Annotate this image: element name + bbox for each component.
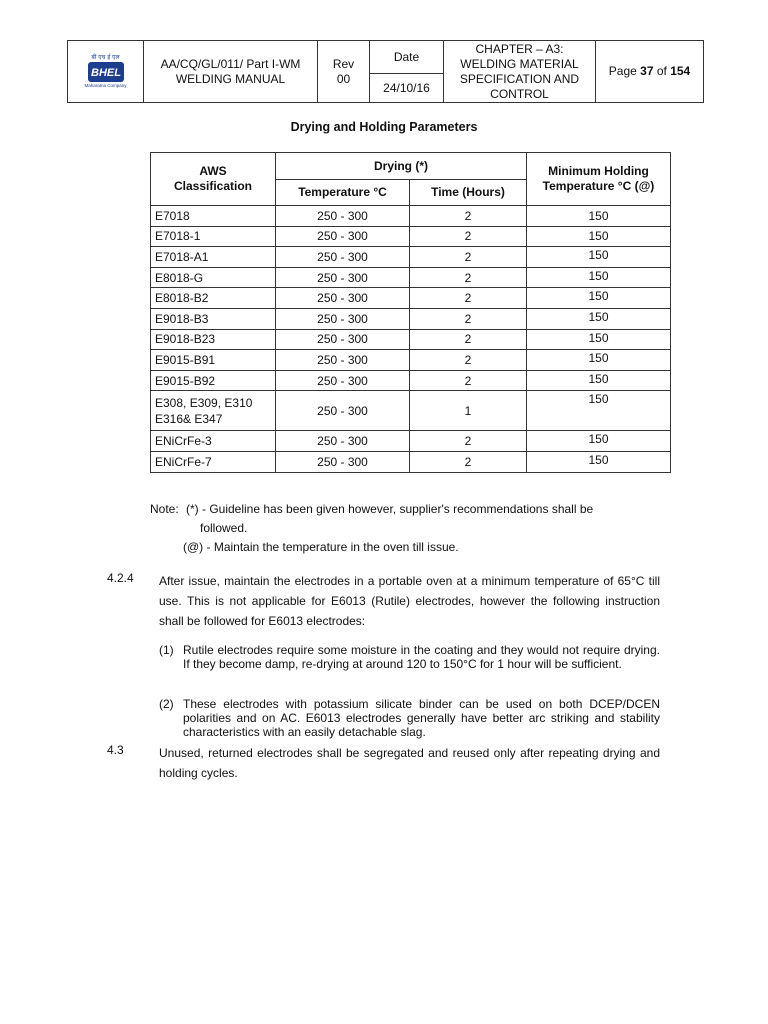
section-text: Unused, returned electrodes shall be segregated and reused only after repeating drying and holding cycles.	[159, 746, 660, 780]
classification-line: E316& E347	[155, 411, 223, 426]
section-4-3	[107, 743, 660, 783]
cell-classification: E7018	[151, 206, 276, 227]
cell-temperature: 250 - 300	[276, 370, 410, 391]
col-min-holding: Minimum Holding Temperature °C (@)	[527, 153, 671, 206]
cell-holding: 150	[527, 226, 671, 247]
cell-classification	[151, 391, 276, 431]
logo-tagline: Maharatna Company	[84, 83, 127, 88]
section-number: 4.2.4	[107, 571, 134, 585]
section-number: 4.3	[107, 743, 124, 757]
cell-temperature: 250 - 300	[276, 329, 410, 350]
cell-temperature: 250 - 300	[276, 206, 410, 227]
table-row	[151, 431, 671, 452]
cell-holding: 150	[527, 206, 671, 227]
document-header	[67, 40, 704, 103]
cell-temperature: 250 - 300	[276, 226, 410, 247]
cell-classification: E7018-A1	[151, 247, 276, 268]
cell-holding: 150	[527, 308, 671, 329]
table-row	[151, 391, 671, 431]
col-aws-classification: AWS Classification	[151, 153, 276, 206]
item-text: These electrodes with potassium silicate binder can be used on both DCEP/DCEN polarities and on AC. E6013 electrodes generally have better arc striking and stability characteristics with an easily detachable slag.	[183, 697, 660, 739]
note-text: (*) - Guideline has been given however, supplier's recommendations shall be	[186, 502, 594, 516]
date-value: 24/10/16	[370, 74, 444, 103]
cell-classification: E8018-B2	[151, 288, 276, 309]
table-row	[151, 329, 671, 350]
date-label: Date	[370, 41, 444, 74]
table-note	[150, 500, 660, 557]
cell-holding: 150	[527, 288, 671, 309]
note-line	[150, 500, 660, 519]
cell-temperature: 250 - 300	[276, 288, 410, 309]
cell-classification: E9018-B3	[151, 308, 276, 329]
bhel-logo	[70, 54, 141, 89]
list-item	[159, 697, 660, 739]
cell-time: 2	[410, 226, 527, 247]
cell-time: 2	[410, 350, 527, 371]
cell-temperature: 250 - 300	[276, 267, 410, 288]
cell-holding: 150	[527, 431, 671, 452]
cell-classification: E9015-B92	[151, 370, 276, 391]
table-row	[151, 226, 671, 247]
doc-title: WELDING MANUAL	[175, 71, 286, 86]
cell-time: 2	[410, 288, 527, 309]
logo-cell	[68, 41, 144, 103]
note-text: (@) - Maintain the temperature in the oven till issue.	[183, 540, 459, 554]
item-number: (1)	[159, 643, 174, 657]
cell-temperature: 250 - 300	[276, 247, 410, 268]
cell-time: 2	[410, 206, 527, 227]
cell-holding: 150	[527, 391, 671, 431]
page-current: 37	[640, 64, 654, 78]
cell-classification: E8018-G	[151, 267, 276, 288]
page-number	[596, 41, 704, 103]
cell-time: 2	[410, 247, 527, 268]
cell-time: 2	[410, 370, 527, 391]
cell-time: 2	[410, 329, 527, 350]
section-title: Drying and Holding Parameters	[290, 120, 478, 134]
col-temperature: Temperature °C	[276, 180, 410, 206]
note-text: followed.	[200, 521, 248, 535]
item-number: (2)	[159, 697, 174, 711]
cell-temperature: 250 - 300	[276, 308, 410, 329]
col-time: Time (Hours)	[410, 180, 527, 206]
cell-holding: 150	[527, 267, 671, 288]
rev-cell	[318, 41, 370, 103]
table-row	[151, 370, 671, 391]
page-prefix: Page	[608, 64, 637, 78]
cell-holding: 150	[527, 329, 671, 350]
doc-code: AA/CQ/GL/011/ Part I-WM	[160, 56, 301, 71]
cell-classification: ENiCrFe-3	[151, 431, 276, 452]
page-of: of	[656, 64, 667, 78]
page-total: 154	[670, 64, 691, 78]
list-item	[159, 643, 660, 671]
item-text: Rutile electrodes require some moisture in the coating and they would not require drying. If they become damp, re-drying at around 120 to 150°C for 1 hour will be sufficient.	[183, 643, 660, 671]
note-label: Note:	[150, 502, 179, 516]
col-drying: Drying (*)	[276, 153, 527, 180]
cell-time: 1	[410, 391, 527, 431]
table-row	[151, 288, 671, 309]
cell-temperature: 250 - 300	[276, 451, 410, 472]
cell-classification: E7018-1	[151, 226, 276, 247]
table-row	[151, 451, 671, 472]
chapter-title: CHAPTER – A3: WELDING MATERIAL SPECIFICATION AND CONTROL	[444, 41, 596, 103]
cell-holding: 150	[527, 451, 671, 472]
cell-temperature: 250 - 300	[276, 350, 410, 371]
table-row	[151, 350, 671, 371]
table-row	[151, 247, 671, 268]
drying-table	[150, 152, 671, 473]
cell-time: 2	[410, 451, 527, 472]
table-row	[151, 308, 671, 329]
cell-time: 2	[410, 308, 527, 329]
bhel-emblem-icon	[88, 62, 124, 82]
rev-label: Rev	[332, 56, 355, 71]
cell-classification: E9018-B23	[151, 329, 276, 350]
section-text: After issue, maintain the electrodes in a portable oven at a minimum temperature of 65°C till use. This is not applicable for E6013 (Rutile) electrodes, however the following instruction shall be followed for E6013 electrodes:	[159, 574, 660, 628]
table-row	[151, 267, 671, 288]
cell-classification: E9015-B91	[151, 350, 276, 371]
rev-value: 00	[336, 71, 351, 86]
cell-time: 2	[410, 431, 527, 452]
cell-time: 2	[410, 267, 527, 288]
cell-temperature: 250 - 300	[276, 391, 410, 431]
table-row	[151, 206, 671, 227]
cell-classification: ENiCrFe-7	[151, 451, 276, 472]
classification-line: E308, E309, E310	[155, 395, 253, 410]
cell-holding: 150	[527, 247, 671, 268]
logo-hindi-text: बी एच ई एल	[91, 54, 120, 61]
cell-temperature: 250 - 300	[276, 431, 410, 452]
cell-holding: 150	[527, 350, 671, 371]
doc-id-cell	[144, 41, 318, 103]
logo-brand-text: BHEL	[90, 67, 121, 79]
cell-holding: 150	[527, 370, 671, 391]
section-4-2-4	[107, 571, 660, 631]
